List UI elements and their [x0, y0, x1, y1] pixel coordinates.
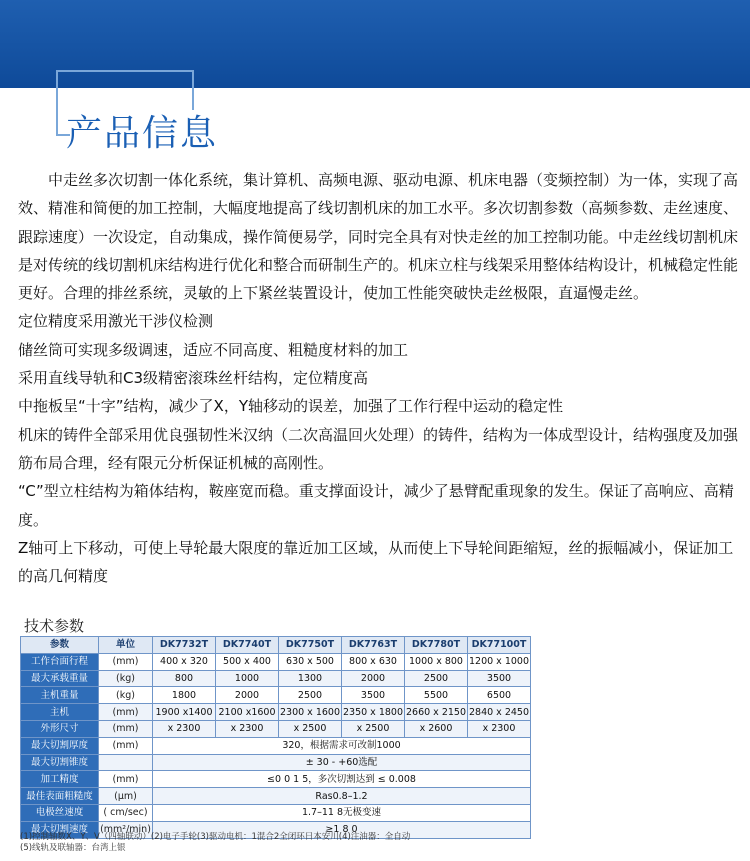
- spec-notes: [20, 832, 410, 854]
- feature-item: Z轴可上下移动，可使上导轮最大限度的靠近加工区域，从而使上下导轮间距缩短，丝的振幅减小，保证加工的高几何精度: [18, 538, 734, 586]
- row-label: 最大切割厚度: [21, 737, 99, 754]
- cell-value: 630 x 500: [279, 653, 342, 670]
- cell-value: 800 x 630: [342, 653, 405, 670]
- cell-value: 1000: [216, 670, 279, 687]
- feature-item: 储丝筒可实现多级调速，适应不同高度、粗糙度材料的加工: [18, 340, 409, 359]
- header-cell: 单位: [99, 637, 153, 654]
- row-unit: ( cm/sec): [99, 804, 153, 821]
- cell-value: 2350 x 1800: [342, 704, 405, 721]
- row-unit: (μm): [99, 788, 153, 805]
- cell-value: 2840 x 2450: [468, 704, 531, 721]
- spec-row: [21, 737, 531, 754]
- cell-value: x 2300: [153, 720, 216, 737]
- intro-paragraph: 中走丝多次切割一体化系统，集计算机、高频电源、驱动电源、机床电器（变频控制）为一体，实现了高效、精准和简便的加工控制，大幅度地提高了线切割机床的加工水平。多次切割参数（高频参数、走丝速度、跟踪速度）一次设定，自动集成，操作简便易学，同时完全具有对快走丝的加工控制功能。中走丝线切割机床是对传统的线切割机床结构进行优化和整合而研制生产的。机床立柱与线架采用整体结构设计，机械稳定性能更好。合理的排丝系统，灵敏的上下紧丝装置设计，使加工性能突破快走丝极限，直逼慢走丝。: [18, 171, 739, 303]
- row-unit: (mm): [99, 737, 153, 754]
- spec-row: [21, 754, 531, 771]
- spec-row: [21, 804, 531, 821]
- cell-value: 2000: [216, 687, 279, 704]
- row-label: 最大切割锥度: [21, 754, 99, 771]
- cell-value: 5500: [405, 687, 468, 704]
- cell-value: 3500: [468, 670, 531, 687]
- cell-value: 500 x 400: [216, 653, 279, 670]
- cell-value: 1300: [279, 670, 342, 687]
- row-unit: (kg): [99, 670, 153, 687]
- row-label: 最佳表面粗糙度: [21, 788, 99, 805]
- header-cell: 参数: [21, 637, 99, 654]
- header-cell: DK7780T: [405, 637, 468, 654]
- header-banner: [0, 0, 750, 88]
- row-unit: (mm²/min): [99, 821, 153, 838]
- title-frame-left: [56, 70, 58, 136]
- cell-value: x 2300: [468, 720, 531, 737]
- note-line: (5)线轨及联轴器：台湾上银: [20, 843, 126, 853]
- spec-row-dims-bottom: [21, 720, 531, 737]
- row-label: 加工精度: [21, 771, 99, 788]
- cell-value: 1000 x 800: [405, 653, 468, 670]
- merged-value: 320，根据需求可改制1000: [153, 737, 531, 754]
- merged-value: ± 30 - +60选配: [153, 754, 531, 771]
- feature-item: 采用直线导轨和C3级精密滚珠丝杆结构，定位精度高: [18, 369, 369, 388]
- cell-value: 1200 x 1000: [468, 653, 531, 670]
- spec-row: [21, 687, 531, 704]
- page-title: 产品信息: [66, 113, 219, 154]
- row-label: 外形尺寸: [21, 720, 99, 737]
- row-label: 电极丝速度: [21, 804, 99, 821]
- feature-item: 定位精度采用激光干涉仪检测: [18, 312, 214, 331]
- spec-row: [21, 653, 531, 670]
- merged-value: ≥1 8 0: [153, 821, 531, 838]
- row-unit: (mm): [99, 704, 153, 721]
- cell-value: 6500: [468, 687, 531, 704]
- cell-value: 2100 x1600: [216, 704, 279, 721]
- cell-value: x 2500: [279, 720, 342, 737]
- cell-value: x 2300: [216, 720, 279, 737]
- feature-item: 中拖板呈“十字”结构，减少了X，Y轴移动的误差，加强了工作行程中运动的稳定性: [18, 397, 563, 416]
- feature-item: 机床的铸件全部采用优良强韧性米汉纳（二次高温回火处理）的铸件，结构为一体成型设计，结构强度及加强筋布局合理，经有限元分析保证机械的高刚性。: [18, 425, 739, 472]
- row-unit: (kg): [99, 687, 153, 704]
- spec-header-row: [21, 637, 531, 654]
- header-cell: DK7740T: [216, 637, 279, 654]
- title-frame-top: [56, 70, 194, 72]
- spec-section-title: 技术参数: [24, 617, 85, 635]
- header-cell: DK7750T: [279, 637, 342, 654]
- cell-value: 1800: [153, 687, 216, 704]
- cell-value: 1900 x1400: [153, 704, 216, 721]
- cell-value: 2300 x 1600: [279, 704, 342, 721]
- row-unit: [99, 754, 153, 771]
- merged-value: Ras0.8–1.2: [153, 788, 531, 805]
- row-label: 主机: [21, 704, 99, 721]
- cell-value: 800: [153, 670, 216, 687]
- title-frame-right: [192, 70, 194, 110]
- cell-value: 2000: [342, 670, 405, 687]
- cell-value: x 2600: [405, 720, 468, 737]
- note-line: (1)控制轴数X、Y、V（四轴联动）(2)电子手轮(3)驱动电机：1混合2全闭环日本安川(4)注油器：全自动: [20, 832, 411, 842]
- row-unit: (mm): [99, 720, 153, 737]
- cell-value: x 2500: [342, 720, 405, 737]
- spec-row: [21, 788, 531, 805]
- row-label: 工作台面行程: [21, 653, 99, 670]
- header-cell: DK7732T: [153, 637, 216, 654]
- row-unit: (mm): [99, 653, 153, 670]
- spec-table: [20, 636, 531, 839]
- row-unit: (mm): [99, 771, 153, 788]
- header-cell: DK7763T: [342, 637, 405, 654]
- cell-value: 3500: [342, 687, 405, 704]
- merged-value: 1.7–11 8无极变速: [153, 804, 531, 821]
- row-label: 最大承载重量: [21, 670, 99, 687]
- header-cell: DK77100T: [468, 637, 531, 654]
- cell-value: 400 x 320: [153, 653, 216, 670]
- row-label: 最大切割速度: [21, 821, 99, 838]
- feature-item: “C”型立柱结构为箱体结构，鞍座宽而稳。重支撑面设计，减少了悬臂配重现象的发生。保证了高响应、高精度。: [18, 482, 734, 529]
- spec-row: [21, 771, 531, 788]
- cell-value: 2660 x 2150: [405, 704, 468, 721]
- product-description: [18, 166, 738, 590]
- cell-value: 2500: [279, 687, 342, 704]
- spec-row-dims-top: [21, 704, 531, 721]
- cell-value: 2500: [405, 670, 468, 687]
- merged-value: ≤0 0 1 5，多次切割达到 ≤ 0.008: [153, 771, 531, 788]
- row-label: 主机重量: [21, 687, 99, 704]
- spec-row: [21, 670, 531, 687]
